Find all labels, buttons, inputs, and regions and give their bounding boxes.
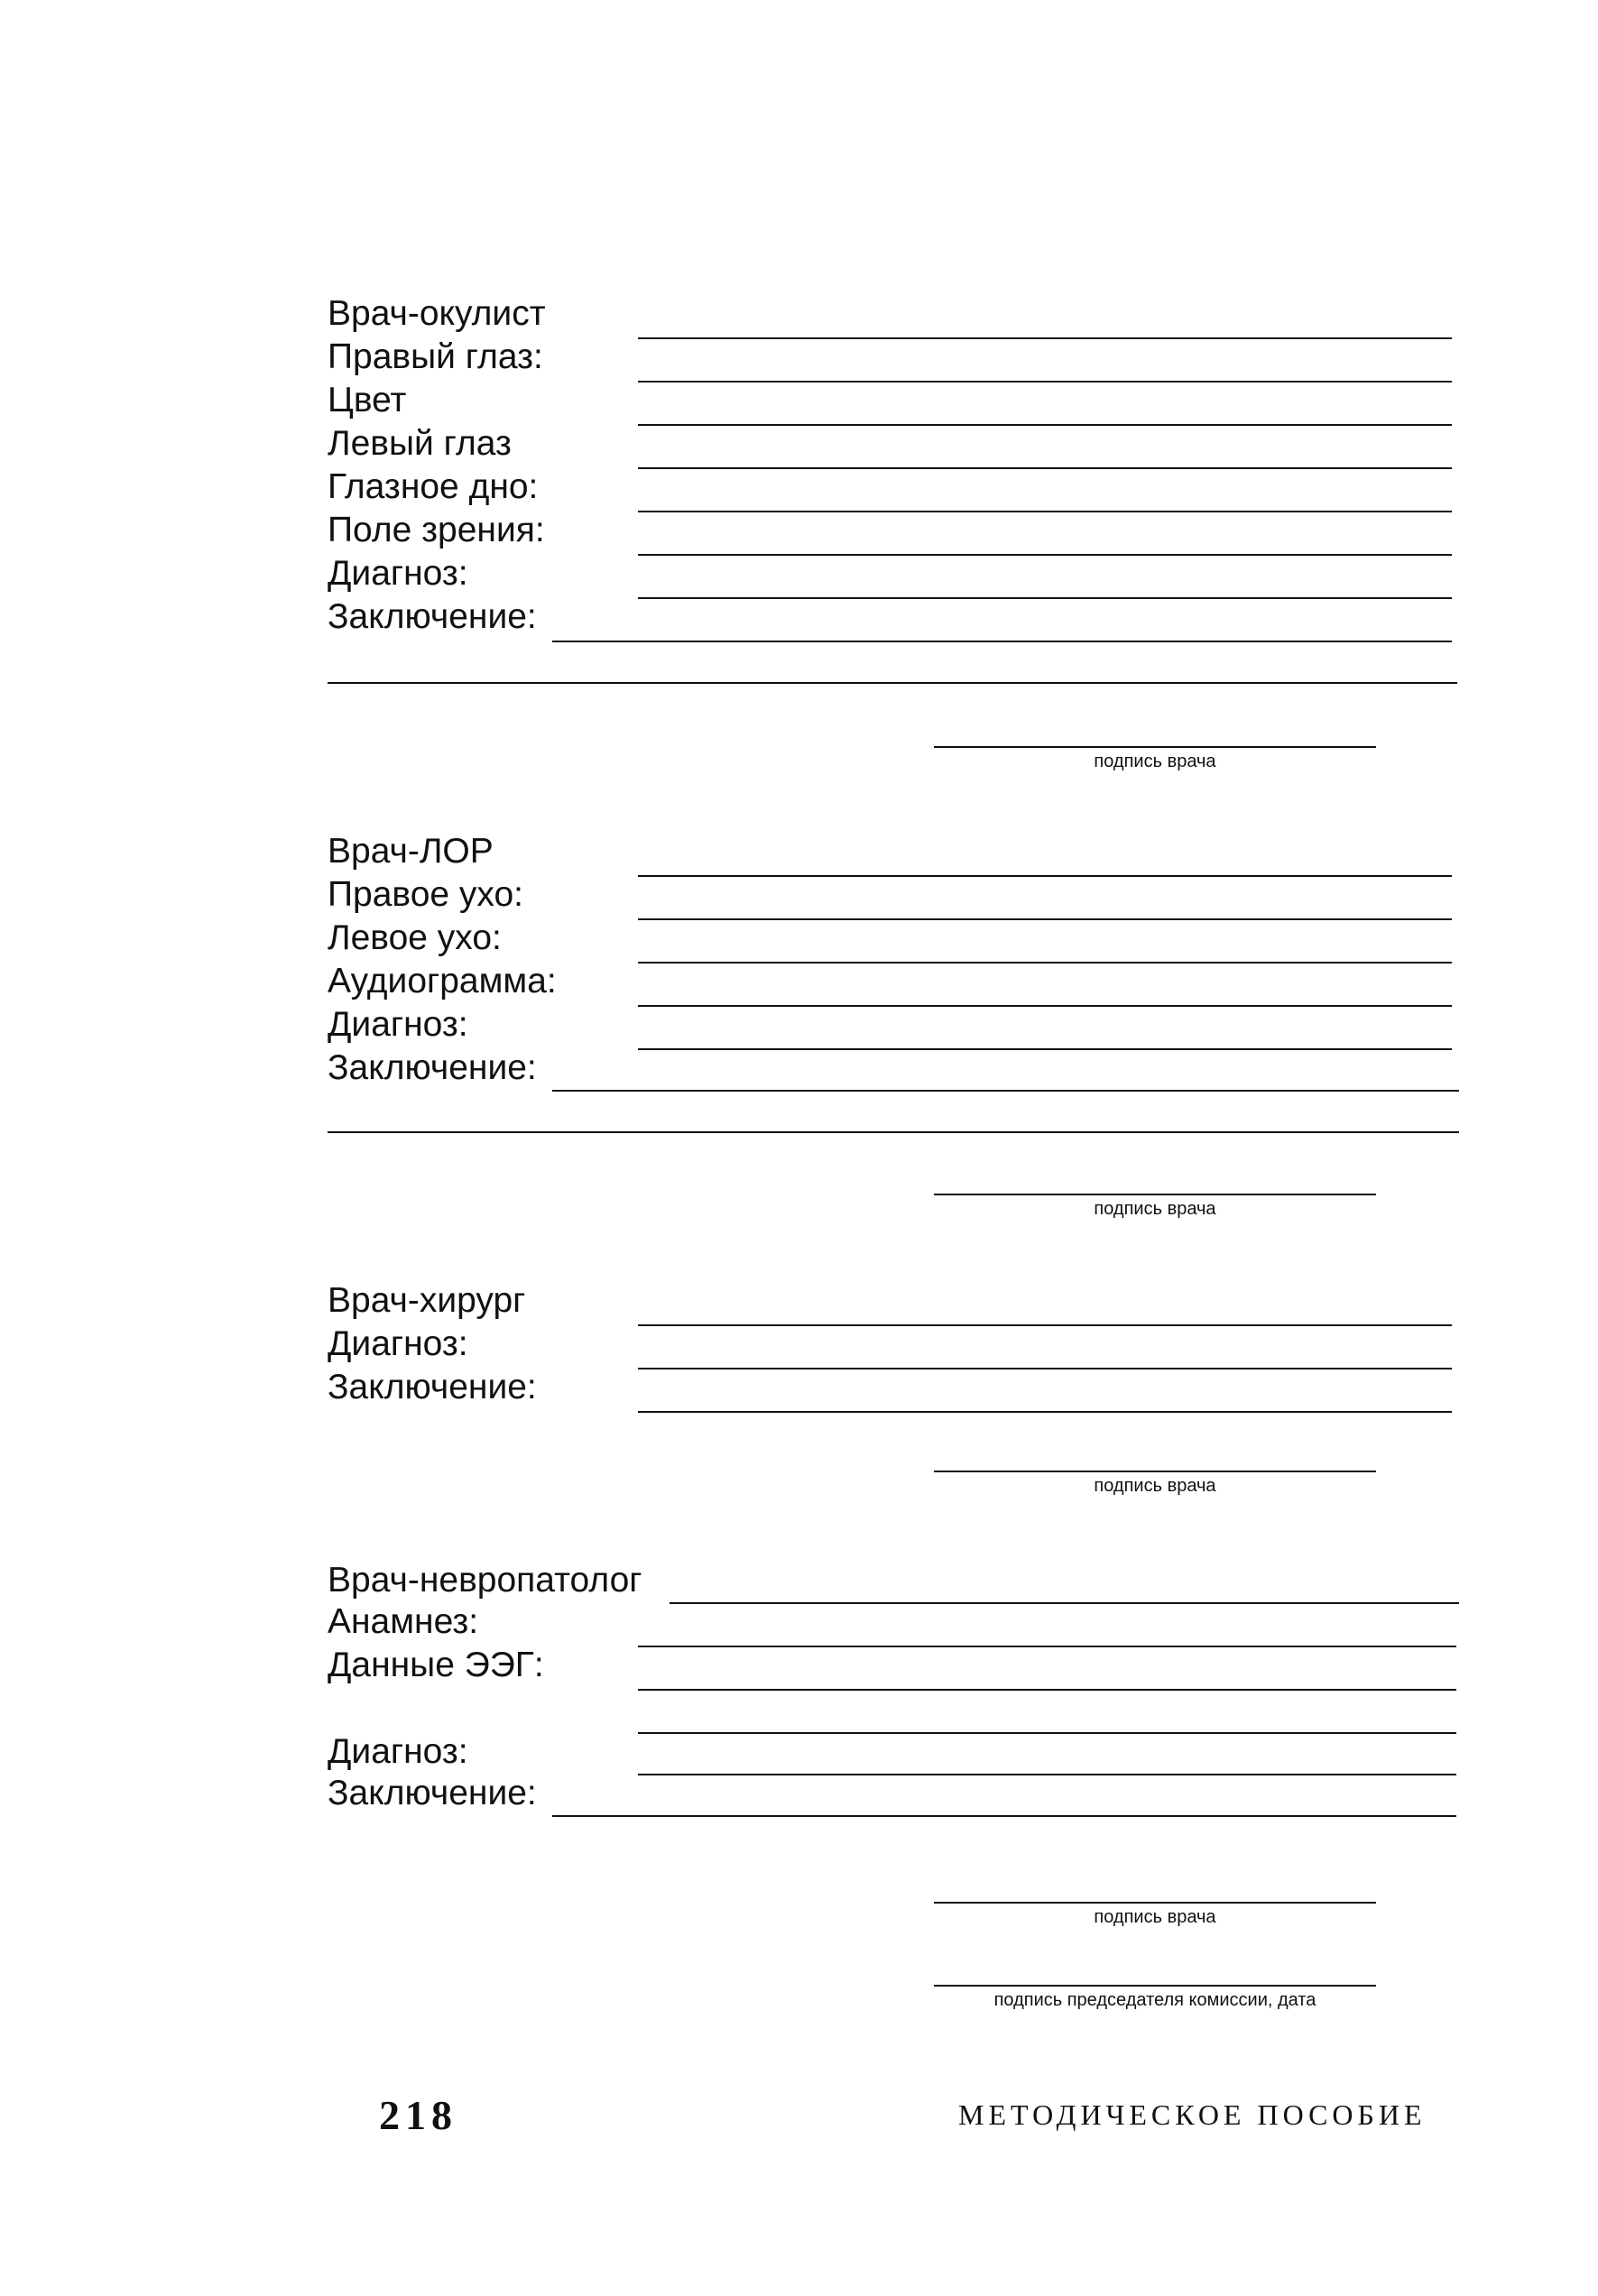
neurologist-diagnosis-label: Диагноз: (328, 1732, 468, 1771)
oculist-fundus-label: Глазное дно: (328, 467, 539, 506)
oculist-signature-label: подпись врача (1094, 752, 1216, 771)
surgeon-title-field[interactable] (638, 1324, 1452, 1326)
neurologist-conclusion-label: Заключение: (328, 1774, 537, 1812)
surgeon-signature-label: подпись врача (1094, 1476, 1216, 1496)
book-title: МЕТОДИЧЕСКОЕ ПОСОБИЕ (958, 2098, 1427, 2131)
neurologist-anamnesis-field[interactable] (638, 1646, 1456, 1647)
surgeon-diagnosis-field[interactable] (638, 1368, 1452, 1369)
surgeon-conclusion-field[interactable] (638, 1411, 1452, 1413)
ent-right-ear-label: Правое ухо: (328, 875, 523, 914)
neurologist-eeg-label: Данные ЭЭГ: (328, 1646, 544, 1684)
neurologist-eeg-field[interactable] (638, 1689, 1456, 1691)
ent-left-ear-field[interactable] (638, 962, 1452, 964)
chairman-signature-line[interactable] (934, 1985, 1376, 1987)
surgeon-conclusion-label: Заключение: (328, 1368, 537, 1406)
ent-audiogram-label: Аудиограмма: (328, 962, 557, 1000)
neurologist-title: Врач-невропатолог (328, 1561, 642, 1600)
oculist-fundus-field[interactable] (638, 511, 1452, 512)
ent-conclusion-label: Заключение: (328, 1048, 537, 1087)
ent-title-field[interactable] (638, 875, 1452, 877)
oculist-conclusion-label: Заключение: (328, 597, 537, 636)
oculist-diagnosis-label: Диагноз: (328, 554, 468, 593)
neurologist-anamnesis-label: Анамнез: (328, 1602, 479, 1641)
ent-diagnosis-field[interactable] (638, 1048, 1452, 1050)
oculist-left-eye-field[interactable] (638, 467, 1452, 469)
neurologist-title-field[interactable] (670, 1602, 1459, 1604)
surgeon-title: Врач-хирург (328, 1281, 526, 1320)
ent-audiogram-field[interactable] (638, 1005, 1452, 1007)
ent-diagnosis-label: Диагноз: (328, 1005, 468, 1044)
page-number: 218 (379, 2092, 457, 2138)
oculist-conclusion-field[interactable] (552, 641, 1452, 642)
oculist-diagnosis-field[interactable] (638, 597, 1452, 599)
oculist-visual-field-field[interactable] (638, 554, 1452, 556)
oculist-color-field[interactable] (638, 424, 1452, 426)
ent-conclusion-field[interactable] (552, 1090, 1459, 1092)
oculist-title: Врач-окулист (328, 294, 546, 333)
oculist-left-eye-label: Левый глаз (328, 424, 512, 463)
ent-left-ear-label: Левое ухо: (328, 918, 502, 957)
oculist-right-eye-field[interactable] (638, 381, 1452, 383)
ent-right-ear-field[interactable] (638, 918, 1452, 920)
oculist-visual-field-label: Поле зрения: (328, 511, 545, 549)
chairman-signature-label: подпись председателя комиссии, дата (993, 1990, 1316, 2010)
neurologist-signature-label: подпись врача (1094, 1907, 1216, 1927)
oculist-signature-line[interactable] (934, 746, 1376, 748)
neurologist-conclusion-field[interactable] (552, 1815, 1456, 1817)
neurologist-signature-line[interactable] (934, 1902, 1376, 1904)
oculist-color-label: Цвет (328, 381, 407, 420)
surgeon-diagnosis-label: Диагноз: (328, 1324, 468, 1363)
oculist-title-field[interactable] (638, 337, 1452, 339)
oculist-right-eye-label: Правый глаз: (328, 337, 543, 376)
ent-signature-label: подпись врача (1094, 1199, 1216, 1219)
oculist-conclusion-extra-line[interactable] (328, 682, 1457, 684)
ent-title: Врач-ЛОР (328, 832, 494, 871)
surgeon-signature-line[interactable] (934, 1471, 1376, 1472)
neurologist-eeg-extra-line[interactable] (638, 1732, 1456, 1734)
neurologist-diagnosis-field[interactable] (638, 1774, 1456, 1775)
ent-signature-line[interactable] (934, 1194, 1376, 1195)
ent-conclusion-extra-line[interactable] (328, 1131, 1459, 1133)
